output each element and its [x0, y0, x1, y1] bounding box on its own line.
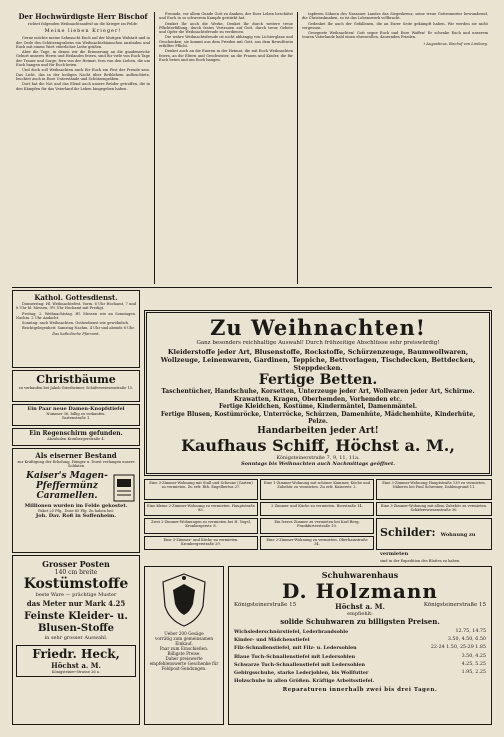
schiff-headline: Zu Weihnachten! [210, 315, 426, 340]
item-name: Blaue Tuch-Schnallenstiefel mit Ledersohlen [234, 653, 356, 660]
article-column-3 [302, 12, 488, 284]
church-line: Donnerstag: Hl. Weihnachtsfest. Vorm. 6 Uhr Hochamt, 7 und 8 Uhr hl. Messen, 9½ Uhr Hochamt mit Predigt. [16, 302, 136, 311]
fabric-shop: Friedr. Heck, [32, 647, 120, 661]
holzmann-item [234, 653, 486, 661]
church-notice [12, 290, 140, 368]
fabric-sub3: in sehr grosser Auswahl. [44, 635, 108, 641]
gift-line: vorrätig zum gemeinsamen [154, 636, 214, 641]
item-price: 4.25, 5.25 [461, 661, 486, 667]
article-paragraph: Gerne möchte meine Sehnsucht Euch auf der blutigen Walstatt und in der Oede des Schützengrabens ein Weihnachtsbäumchen anzünden und Euch mit einem Wort väterlicher Liebe grüßen. [16, 36, 151, 49]
holzmann-item [234, 669, 486, 677]
article-paragraph: Gedenket Ihr auch der Gefallenen, die an Eurer Seite gekämpft haben. Wir werden sie nicht vergessen. [302, 21, 488, 30]
church-title: Kathol. Gottesdienst. [34, 293, 118, 302]
schilder-title: Schilder: [380, 526, 436, 539]
rental-ad: Eine 3-Zimmer-Wohnung mit allem Zubehör zu vermieten. Schäferswiesenstraße 30. [376, 502, 492, 516]
holzmann-city: Höchst a. M. [335, 602, 385, 611]
rental-ad: Ein leeres Zimmer zu vermieten bei Karl Berg, Frankfurterstraße 10. [260, 518, 374, 534]
fabric-address: Königsteiner-Strasse 26 a. [51, 670, 101, 674]
article-subtitle: richtet folgenden Weihnachtsaufruf an die Krieger im Felde: [27, 22, 139, 26]
christbaeume-text: zu verkaufen bei Jakob Griesheimer, Schäferswiesenstraße 15. [18, 386, 134, 390]
fabric-shop-box [16, 645, 136, 677]
schilder-ad [376, 518, 492, 563]
fabric-sub1: 140 cm breite [54, 569, 98, 576]
holzmann-ad [228, 566, 492, 725]
holzmann-item [234, 677, 486, 685]
article-paragraph: Gesegnete Weihnachten! Gott segne Euch und Eure Waffen! Er schenke Euch und unserem teuren Vaterlande bald einen ehrenvollen, dauernden Frieden. [302, 31, 488, 40]
article-title: Der Hochwürdigste Herr Bischof [18, 12, 148, 21]
kaiser-seller: Joh. Dav. Roß in Soffenheim. [35, 512, 117, 519]
item-name: Wichslederschnürstiefel, Lederbrandsohle [234, 629, 349, 635]
kaiser-line3: Millionen wurden im Felde gekostet. [24, 502, 128, 509]
schiff-line6: Fertige Blusen, Kostümröcke, Unterröcke, Schürzen, Damenhüte, Mädchenhüte, Kinderhüte, Pelze. [160, 410, 476, 425]
holzmann-item [234, 636, 486, 644]
schiff-line1: Ganz besonders reichhaltige Auswahl! Durch frühzeitige Abschlüsse sehr preiswürdig! [196, 340, 440, 346]
article-paragraph: Denket auch an die Eueren in der Heimat, die mit Euch Weihnachten feiern, an die Eltern und Geschwister, an die Frauen und Kinder, die für Euch beten und um Euch bangen. [159, 49, 293, 62]
gift-line: Billigste Preise. [167, 651, 201, 656]
holzmann-name: D. Holzmann [282, 579, 438, 603]
kaiser-ad [12, 448, 140, 553]
fabric-big2: Feinste Kleider- u. Blusen-Stoffe [24, 611, 128, 634]
article-text-1 [16, 36, 150, 91]
umbrella-title: Ein Regenschirm gefunden. [29, 430, 123, 437]
holzmann-item [234, 628, 486, 636]
article-paragraph: Freunde, vor allem Gnade Gott zu danken, der Euer Leben beschützt und Euch in so schwerem Kampfe gestärkt hat. [159, 12, 293, 21]
christbaeume-ad [12, 370, 140, 402]
item-price: 3.50, 4.50, 6.50 [447, 637, 486, 643]
item-name: Schwarze Tuch-Schnallenstiefel mit Ledersohlen [234, 661, 366, 668]
schiff-line7: Handarbeiten jeder Art! [257, 425, 379, 436]
kaiser-brand: Kaiser's Magen-Pfeffermünz Caramellen. [26, 470, 108, 501]
holzmann-addr-right: Königsteinerstraße 15 [423, 602, 486, 608]
church-footer: Das katholische Pfarramt. [52, 331, 100, 336]
kaiser-line1: Als eiserner Bestand [35, 451, 117, 460]
schiff-line2: Kleiderstoffe jeder Art, Blusenstoffe, Rockstoffe, Schürzenzeuge, Baumwollwaren, Wollzeuge, Leinenwaren, Gardinen, Teppiche, Bettvorlagen, Tischdecken, Bettdecken, Steppdecken. [160, 348, 476, 372]
rental-ad: Eine 3-Zimmer- und Küche zu vermieten. Kronbergerstraße 29. [144, 536, 258, 550]
church-line: Sonntag: nach Weihnachten. Gottesdienst wie gewöhnlich. [22, 321, 130, 326]
church-line: Freitag: 2. Weihnachtstag. Hl. Messen wie an Sonntagen. Nachm. 2 Uhr Andacht. [16, 311, 136, 320]
gift-ad [144, 566, 224, 725]
christbaeume-title: Christbäume [36, 373, 116, 386]
article-paragraph: Dort hat die Not und das Elend auch unsere Brüder getroffen, die in den Kämpfen für das Vaterland ihr Leben hingegeben haben. [16, 82, 150, 91]
column-divider [154, 12, 155, 284]
rental-ad: Eine 2-Zimmer-Wohnung zu vermieten. Oberhainstraße 34. [260, 536, 374, 550]
article-paragraph: tapferen Söhnen des Nassauer Landes das Siegeskreuz, seine treue Gottesmutter bewundernd, die Christusknaben, so ist das Lebenswerk vollbracht. [302, 12, 488, 21]
holzmann-addr-left: Königsteinerstraße 15 [234, 602, 297, 608]
fabric-big: Kostümstoffe [23, 576, 129, 592]
schilder-sub: sind in der Expedition des Blattes zu haben. [380, 559, 461, 563]
holzmann-address-row [234, 602, 486, 611]
item-name: Gebirgsschuhe, starke Lederjohlen, bis Wollfutter [234, 670, 369, 677]
schiff-ad [144, 310, 492, 476]
article-paragraph: Die wahre Weihnachtsfreude ist nicht abhängig von Lichterglanz und Geschenken; sie kommt aus dem Frieden mit Gott, aus dem Bewußtsein erfüllter Pflicht. [159, 35, 293, 49]
item-name: Holzschuhe in allen Größen. Kräftige Arbeitsstiefel. [234, 678, 375, 685]
caramel-box-icon [112, 473, 136, 503]
schilder-tail: Wohnung zu vermieten [380, 532, 476, 557]
schiff-address: Königsteinerstraße 7, 9, 11, 11a. [276, 454, 360, 461]
church-line: Beichtgelegenheit: Samstag Nachm. 4 Uhr und abends 8 Uhr. [22, 326, 135, 331]
holzmann-item [234, 661, 486, 669]
article-paragraph: Und doch soll Weihnachten auch für Euch ein Fest der Freude sein. Das Licht, das in der heiligen Nacht über Bethlehem aufleuchtete, leuchtet auch in Eure Unterstände und Schützengräben. [16, 68, 150, 81]
umbrella-ad [12, 428, 140, 446]
rental-ad: Eine kleine 2-Zimmer-Wohnung zu vermieten. Hauptstraße 85. [144, 502, 258, 516]
gift-line: Daher preiswerte empfehlenswerte Geschenke für Feldpost-Sendungen. [149, 656, 219, 671]
item-price: 12.75, 14.75 [455, 629, 486, 634]
holzmann-item [234, 644, 486, 652]
boots-address: Gartenstraße 1. [61, 416, 91, 421]
fabric-shop2: Höchst a. M. [51, 661, 101, 670]
schiff-name: Kaufhaus Schiff, Höchst a. M., [181, 435, 455, 455]
item-price: 1.95, 2.25 [461, 670, 486, 676]
article-column-2 [159, 12, 293, 284]
rental-ad: Eine 1-Zimmer-Wohnung mit schöner Kammer, Küche und Zubehör zu vermieten. Zu erfr. Kaiserstr. 2. [260, 479, 374, 500]
boots-ad [12, 404, 140, 426]
item-name: Kinder- und Mädchenstiefel [234, 637, 310, 644]
fabric-sub2: beste Ware — prächtige Muster [35, 592, 117, 598]
schiff-line5: Fertige Kleidchen, Kostüme, Kindermäntel, Damenmäntel. [218, 403, 417, 410]
kaiser-line2: zur Kräftigung der Erholung, Hunger u. Durst verlangen unsere Soldaten [17, 460, 135, 469]
gift-line: Einkauf. [175, 641, 193, 646]
holzmann-slogan: solide Schuhwaren zu billigsten Preisen. [280, 617, 440, 626]
fabric-title: Grosser Posten [42, 559, 110, 569]
fabric-ad [12, 555, 140, 725]
boots-text: Nummer 36, billig zu verkaufen. [46, 412, 106, 416]
rentals-grid [144, 479, 492, 563]
umbrella-text: Abzuholen Kronbergerstraße 4. [47, 437, 105, 441]
schiff-title2: Fertige Betten. [258, 372, 378, 388]
gift-line: Paar zum Einschießen. [159, 646, 209, 651]
schiff-line3: Taschentücher, Handschuhe, Korsetten, Unterzeuge jeder Art, Wollwaren jeder Art, Schirme. [161, 388, 475, 395]
holzmann-footer: Reparaturen innerhalb zwei bis drei Tagen. [282, 687, 438, 694]
rental-ad: Zwei 2-Zimmer-Wohnungen zu vermieten bei H. Vogel, Kronbergerstr. 8. [144, 518, 258, 534]
rental-ad: Eine 3-Zimmer-Wohnung Hauptstraße 139 zu vermieten. Näheres bei Paul Schreiner, Dahlengrund 11. [376, 479, 492, 500]
kaiser-line4: Paket 25 Pfg., Dose 65 Pfg. Zu haben bei: [38, 508, 114, 513]
item-price: 3.50, 4.25 [461, 653, 486, 659]
column-divider [297, 12, 298, 284]
section-rule [12, 287, 492, 288]
article-paragraph: Denket Ihr auch die Werke, Denket Ihr durch weitere treue Pflichterfüllung, durch festes Vertrauen auf Gott, durch treue Gebete und Opfer die Weihnachtsfreude zu verdienen. [159, 21, 293, 35]
crest-icon [157, 570, 211, 628]
article-paragraph: Aber die Tage, in denen wir die Erinnerung an die gnadenreiche Geburt unseres Herrn und Heilandes feiern, sind für viele von Euch Tage der Trauer und Sorge; fern von der Heimat, fern von den Lieben, die um Euch bangen und für Euch beten. [16, 50, 150, 68]
fabric-price: das Meter nur Mark 4.25 [26, 599, 126, 608]
article-signature: † Augustinus, Bischof von Limburg. [423, 41, 488, 46]
holzmann-sub: empfiehlt: [347, 611, 373, 617]
holzmann-items [234, 628, 486, 685]
schiff-note: Sonntags bis Weihnachten auch Nachmittags geöffnet. [240, 460, 395, 467]
article-column-1 [16, 12, 150, 284]
schiff-line4: Krawatten, Kragen, Oberhemden, Vorhemden etc. [233, 395, 403, 403]
rental-ad: 2 Zimmer und Küche zu vermieten. Bierstraße 14. [260, 502, 374, 516]
item-name: Filz-Schnallenstiefel, mit Filz- u. Ledersohlen [234, 645, 357, 652]
item-price: 22-24 1.50, 25-29 1.85 [430, 645, 486, 651]
rental-ad: Eine 3-Zimmer-Wohnung mit Stall und Scheune (Garten) zu vermieten. Zu erfr. Rth. Engelbertus 27. [144, 479, 258, 500]
holzmann-title: Schuhwarenhaus [321, 570, 399, 580]
boots-title: Ein Paar neue Damen-Knopfstiefel [27, 406, 125, 412]
gift-line: Ueber 200 Gesäge [164, 631, 204, 636]
article-salutation: Meine lieben Krieger! [44, 28, 122, 35]
